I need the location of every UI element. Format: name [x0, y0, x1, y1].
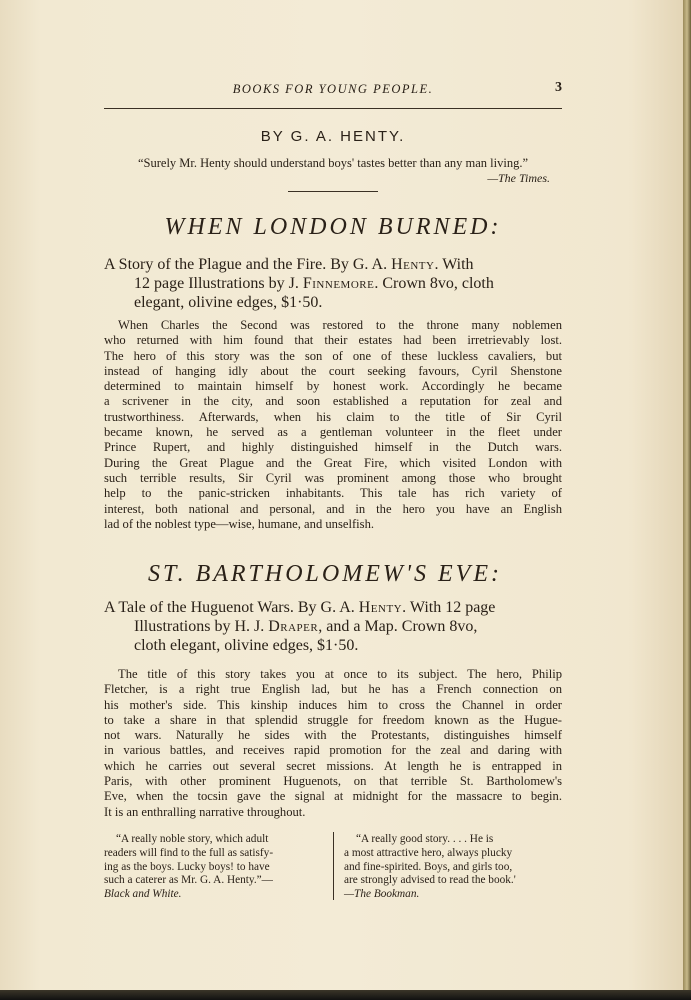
review-line: a most attractive hero, always plucky — [344, 846, 513, 859]
description-line: cloth elegant, olivine edges, $1·50. — [134, 637, 359, 654]
synopsis-line: It is an enthralling narrative throughout. — [104, 804, 306, 819]
synopsis-line: The title of this story takes you at once to its subject. The hero, Philip — [118, 667, 562, 681]
description-line: elegant, olivine edges, $1·50. — [134, 294, 323, 311]
synopsis-line: which he carries out several secret missions. At length he is entrapped in — [104, 758, 562, 773]
epigraph-quote: “Surely Mr. Henty should understand boys' tastes better than any man living.” — [137, 156, 529, 170]
review-line: such a caterer as Mr. G. A. Henty.”— — [104, 874, 273, 887]
synopsis-line: determined to maintain himself by honest work. Accordingly he became — [104, 379, 562, 394]
synopsis-line: such terrible results, Sir Cyril was prominent among those who brought — [104, 470, 562, 485]
header-rule — [104, 108, 562, 109]
review-quote-bookman — [344, 833, 562, 902]
synopsis-line: not wars. Naturally he sides with the Protestants, distinguishes himself — [104, 728, 562, 743]
review-quote-black-and-white — [104, 833, 326, 902]
review-line: “A really good story. . . . He is — [356, 833, 494, 845]
book-synopsis — [104, 667, 562, 820]
synopsis-line: During the Great Plague and the Great Fire, which visited London with — [104, 455, 562, 470]
book-description — [104, 598, 562, 655]
book-description — [104, 255, 562, 312]
review-line: and fine-spirited. Boys, and girls too, — [344, 860, 513, 873]
page-number: 3 — [555, 80, 562, 95]
section-divider — [288, 191, 378, 192]
review-line: ing as the boys. Lucky boys! to have — [104, 860, 270, 873]
synopsis-line: Fletcher, is a right true English lad, but he has a French connection on — [104, 682, 562, 697]
running-head — [104, 82, 562, 102]
author-byline: BY G. A. HENTY. — [260, 128, 406, 145]
description-line: 12 page Illustrations by J. Finnemore. Crown 8vo, cloth — [134, 275, 494, 292]
running-head-title: BOOKS FOR YOUNG PEOPLE. — [232, 82, 434, 96]
review-line: are strongly advised to read the book.' — [344, 874, 516, 887]
synopsis-line: lad of the noblest type—wise, humane, and unselfish. — [104, 516, 375, 531]
synopsis-line: Eve, when the tocsin gave the signal at midnight for the massacre to begin. — [104, 789, 562, 804]
synopsis-line: in various battles, and receives rapid promotion for the zeal and daring with — [104, 743, 562, 758]
synopsis-line: a scrivener in the city, and soon established a reputation for zeal and — [104, 394, 562, 409]
review-line: “A really noble story, which adult — [116, 833, 269, 845]
synopsis-line: help to the panic-stricken inhabitants. This tale has rich variety of — [104, 486, 562, 501]
synopsis-line: interest, both national and personal, and in the hero you have an English — [104, 501, 562, 516]
review-line: readers will find to the full as satisfy- — [104, 846, 274, 859]
page-bottom-edge — [0, 990, 691, 1000]
synopsis-line: When Charles the Second was restored to the throne many noblemen — [118, 318, 562, 332]
synopsis-line: trustworthiness. Afterwards, when his claim to the title of Sir Cyril — [104, 409, 562, 424]
synopsis-line: The hero of this story was the son of one of these luckless cavaliers, but — [104, 348, 562, 363]
book-synopsis — [104, 318, 562, 532]
column-divider — [333, 832, 334, 900]
synopsis-line: became known, he served as a gentleman volunteer in the fleet under — [104, 425, 562, 440]
synopsis-line: who returned with him found that their estates had been irretrievably lost. — [104, 333, 562, 348]
epigraph-source: —The Times. — [487, 171, 550, 185]
synopsis-line: Paris, with other prominent Huguenots, on that terrible St. Bartholomew's — [104, 774, 562, 789]
synopsis-line: instead of hanging idly about the court seeking favours, Cyril Shenstone — [104, 363, 562, 378]
page-spine-edge — [683, 0, 691, 1000]
book-title-st-bartholomews-eve: ST. BARTHOLOMEW'S EVE: — [148, 561, 502, 587]
review-source: Black and White. — [104, 888, 182, 901]
book-title-when-london-burned: WHEN LONDON BURNED: — [164, 214, 502, 240]
description-line: Illustrations by H. J. Draper, and a Map. Crown 8vo, — [134, 618, 478, 635]
synopsis-line: to take a share in that splendid struggle for freedom known as the Hugue- — [104, 712, 562, 727]
description-line: A Story of the Plague and the Fire. By G. A. Henty. With — [104, 256, 474, 273]
review-source: —The Bookman. — [344, 888, 420, 901]
description-line: A Tale of the Huguenot Wars. By G. A. Henty. With 12 page — [104, 599, 496, 616]
synopsis-line: Prince Rupert, and highly distinguished himself in the Dutch wars. — [104, 440, 562, 455]
synopsis-line: his mother's side. This kinship induces him to cross the Channel in order — [104, 697, 562, 712]
